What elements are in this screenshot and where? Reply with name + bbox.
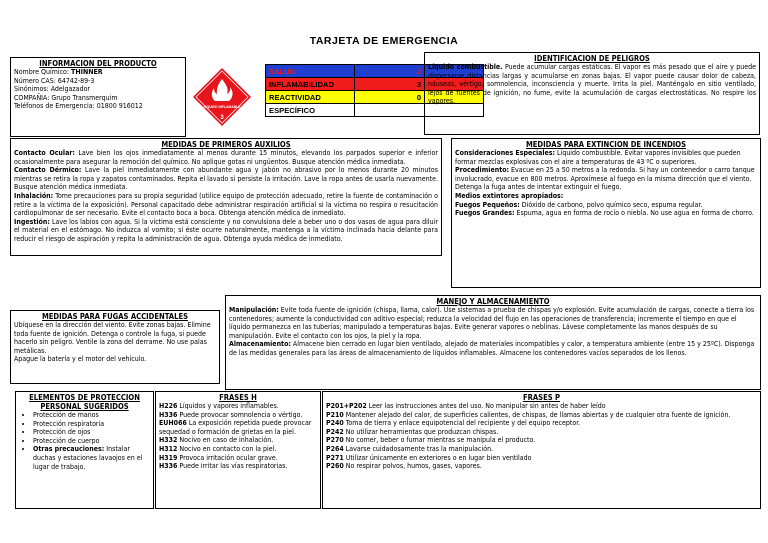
product-info-label: COMPAÑIA: (14, 93, 52, 102)
hazard-identification-heading: IDENTIFICACION DE PELIGROS (534, 54, 650, 63)
handling-storage-list (229, 306, 757, 358)
first-aid-item-label: Contacto Ocular: (14, 149, 75, 157)
p-phrase-code: P264 (326, 444, 344, 453)
first-aid-item-label: Inhalación: (14, 191, 54, 200)
fire-fighting-item-text: Espuma, agua en forma de rocío o niebla. No use agua en forma de chorro. (514, 209, 754, 218)
ppe-extra-label: Otras precauciones: (33, 445, 105, 454)
product-info-value: 64742-89-3 (57, 76, 95, 85)
h-phrase-text: La exposición repetida puede provocar sequedad o formación de grietas en la piel. (159, 419, 312, 436)
spill-measures-text-2: Apague la batería y el motor del vehículo. (14, 355, 147, 364)
handling-storage-section (225, 295, 761, 390)
fire-fighting-item-text: Líquido combustible. Evitar vapores invisibles que pueden formar mezclas explosivas con el aire a temperaturas de 43 ºC o superiores. (455, 149, 741, 166)
p-phrase-text: No utilizar herramientas que produzcan chispas. (343, 427, 499, 436)
spill-measures-section (10, 310, 220, 384)
h-phrase-text: Nocivo en caso de inhalación. (177, 436, 274, 445)
product-info-label: Sinónimos: (14, 85, 51, 94)
h-phrase-code: H226 (159, 402, 178, 410)
h-phrase-text: Provoca irritación ocular grave. (177, 453, 278, 462)
product-info-label: Número CAS: (14, 76, 58, 85)
p-phrase (326, 454, 757, 463)
ppe-extra-text: Instalar duchas y estaciones lavaojos en el lugar de trabajo. (33, 445, 143, 471)
p-phrase-text: No respirar polvos, humos, gases, vapores. (343, 462, 482, 471)
ppe-item: • Protección de cuerpo (33, 437, 150, 446)
h-phrase (159, 411, 317, 420)
p-phrase-code: P240 (326, 419, 344, 428)
flammable-liquid-logo (192, 67, 252, 127)
hazard-identification-section (424, 52, 760, 135)
fire-fighting-item-label: Medios extintores apropiados: (455, 191, 564, 200)
p-phrase (326, 428, 757, 437)
p-phrase-text: Mantener alejado del calor, de superficies calientes, de chispas, de llamas abiertas y de cualquier otra fuente de ignición. (343, 410, 731, 419)
handling-storage-item (229, 340, 757, 357)
h-phrase-text: Puede irritar las vías respiratorias. (177, 462, 288, 471)
h-phrase-code: H312 (159, 444, 178, 453)
fire-fighting-heading: MEDIDAS PARA EXTINCION DE INCENDIOS (525, 140, 687, 149)
ppe-item: • Protección de ojos (33, 428, 150, 437)
product-info-value: Adelgazador (50, 85, 91, 94)
handling-storage-item-text: Almacene bien cerrado en lugar bien ventilado, alejado de materiales incompatibles y calor, a temperatura ambiente (entre 15 y 25ºC). Disponga de las medidas generales para las áreas de almacenamiento de líquidos inflamables. Almacene los contenedores vacíos separados de los llenos. (229, 340, 755, 357)
ppe-heading: ELEMENTOS DE PROTECCION PERSONAL SUGERIDOS (29, 393, 140, 411)
ppe-item: • Protección de manos (33, 411, 150, 420)
ppe-list (19, 411, 150, 471)
p-phrases-heading: FRASES P (522, 393, 561, 402)
handling-storage-item-label: Almacenamiento: (229, 340, 291, 349)
product-info-section (10, 57, 186, 137)
fire-fighting-item-text: Evacue en 25 a 50 metros a la redonda. Si hay un contenedor o carro tanque involucrado, evacue en 800 metros. Aproxímese al fuego en la misma dirección que el viento. Detenga la fuga antes de intentar extinguir el fuego. (455, 166, 755, 192)
document-title: TARJETA DE EMERGENCIA (309, 35, 459, 47)
first-aid-item (14, 149, 438, 166)
first-aid-item-text: Tome precauciones para su propia seguridad (utilice equipo de protección adecuado, retire la fuente de contaminación o retire a la víctima de la exposición). Personal capacitado debe administrar respiración artificial si la víctima no respira o resucitación cardiopulmonar de ser necesario. Evite el contacto boca a boca. Obtenga atención médica de inmediato. (14, 191, 438, 218)
ppe-item: • Protección respiratoria (33, 420, 150, 429)
handling-storage-item-label: Manipulación: (229, 306, 279, 314)
fire-fighting-item (455, 209, 757, 218)
p-phrase (326, 419, 757, 428)
p-phrase-code: P201+P202 (326, 402, 367, 410)
p-phrase (326, 402, 757, 411)
p-phrase (326, 411, 757, 420)
product-info-lines (14, 68, 182, 111)
first-aid-section (10, 138, 442, 256)
ppe-item-extra (33, 445, 150, 471)
p-phrase-code: P270 (326, 436, 344, 445)
hazard-label: SALUD (266, 65, 355, 78)
first-aid-list (14, 149, 438, 244)
h-phrase-code: H336 (159, 410, 178, 419)
hazard-label: ESPECÍFICO (266, 104, 355, 117)
p-phrase-text: Lavarse cuidadosamente tras la manipulación. (343, 444, 494, 453)
ppe-section (15, 391, 154, 509)
h-phrase (159, 445, 317, 454)
product-info-value: THINNER (71, 68, 103, 76)
spill-measures-heading: MEDIDAS PARA FUGAS ACCIDENTALES (41, 312, 189, 321)
fire-fighting-item (455, 192, 757, 201)
fire-fighting-item-label: Procedimiento: (455, 166, 510, 175)
h-phrase-text: Nocivo en contacto con la piel. (177, 444, 277, 453)
h-phrases-section (155, 391, 321, 509)
hazard-label: REACTIVIDAD (266, 91, 355, 104)
p-phrases-list (326, 402, 757, 471)
first-aid-item-text: Lave bien los ojos inmediatamente al menos durante 15 minutos, elevando los parpados superior e inferior ocasionalmente para asegurar la remoción del químico. No aplique gotas ni ungüentos. Busque atención médica inmediata. (14, 149, 438, 166)
h-phrase-text: Puede provocar somnolencia o vértigo. (177, 410, 303, 419)
p-phrases-section (322, 391, 761, 509)
p-phrase-text: Toma de tierra y enlace equipotencial del recipiente y del equipo receptor. (343, 419, 581, 428)
p-phrase (326, 436, 757, 445)
first-aid-item (14, 192, 438, 218)
first-aid-item (14, 218, 438, 244)
product-info-label: Teléfonos de Emergencia: (14, 102, 97, 111)
h-phrase-code: EUH066 (159, 419, 187, 428)
product-info-line (14, 85, 182, 94)
product-info-line (14, 77, 182, 86)
fire-fighting-item (455, 166, 757, 192)
h-phrases-heading: FRASES H (219, 393, 257, 402)
hazard-value: 3 (355, 78, 484, 91)
product-info-line (14, 102, 182, 111)
handling-storage-heading: MANEJO Y ALMACENAMIENTO (436, 297, 550, 306)
first-aid-item-text: Lave los labios con agua. Si la víctima está consciente y no convulsiona dele a beber uno o dos vasos de agua para diluir el material en el estómago. No induzca al vomito; si éste ocurre naturalmente, mantenga a la víctima inclinada hacia delante para reducir el riesgo de aspiración y repita la administración de agua. Obtenga ayuda médica de inmediato. (14, 217, 438, 243)
h-phrase-code: H336 (159, 462, 178, 471)
fire-fighting-list (455, 149, 757, 218)
first-aid-item-text: Lave la piel inmediatamente con abundante agua y jabón no abrasivo por lo menos durante 20 minutos mientras se retira la ropa y zapatos contaminados. Repita el lavado si persiste la irritación. Lave la ropa antes de usarla nuevamente. Busque atención médica inmediata. (14, 166, 438, 192)
fire-fighting-item-text: Dióxido de carbono, polvo químico seco, espuma regular. (519, 200, 703, 209)
hazard-label: INFLAMABILIDAD (266, 78, 355, 91)
hazard-value: 0 (355, 91, 484, 104)
fire-fighting-item-label: Consideraciones Especiales: (455, 149, 556, 157)
first-aid-heading: MEDIDAS DE PRIMEROS AUXILIOS (161, 140, 291, 149)
logo-number: 3 (220, 115, 224, 121)
product-info-value: Grupo Transmerquim (51, 93, 118, 102)
p-phrase-text: No comer, beber o fumar mientras se manipula el producto. (343, 436, 536, 445)
p-phrase-text: Utilizar únicamente en exteriores o en lugar bien ventilado (343, 453, 532, 462)
h-phrase (159, 454, 317, 463)
h-phrase (159, 436, 317, 445)
h-phrase (159, 419, 317, 436)
h-phrase-code: H332 (159, 436, 178, 445)
p-phrase-code: P242 (326, 427, 344, 436)
product-info-line (14, 94, 182, 103)
p-phrase-text: Leer las instrucciones antes del uso. No manipular sin antes de haber leído (366, 402, 606, 410)
product-info-value: 01800 916012 (96, 102, 143, 111)
product-info-heading: INFORMACION DEL PRODUCTO (39, 59, 157, 68)
flammable-diamond-icon (192, 67, 252, 127)
p-phrase-code: P210 (326, 410, 344, 419)
product-info-line (14, 68, 182, 77)
p-phrase (326, 445, 757, 454)
first-aid-item-label: Contacto Dérmico: (14, 166, 82, 175)
h-phrase-code: H319 (159, 453, 178, 462)
spill-measures-text: Ubíquese en la dirección del viento. Evite zonas bajas. Elimine toda fuente de ignición. Detenga o controle la fuga, si puede hacerlo sin peligro. Ventile la zona del derrame. No use palas metálicas. (14, 321, 211, 355)
p-phrase-code: P271 (326, 453, 344, 462)
hazard-identification-text: Líquido combustible. Puede acumular cargas estáticas. El vapor es más pesado que el aire y puede dispersarse distancias largas y acumularse en zonas bajas. El vapor puede causar dolor de cabeza, náuseas, vértigo, somnolencia, inconsciencia y muerte. Irrita la piel. Manténgalo en sitio ventilado, lejos de fuentes de ignición, no fume, evite la acumulación de cargas electrostáticas. No respire los vapores. (428, 63, 756, 106)
h-phrase (159, 462, 317, 471)
h-phrases-list (159, 402, 317, 471)
hazard-value: 2 (355, 65, 484, 78)
p-phrase (326, 462, 757, 471)
fire-fighting-item-label: Fuegos Grandes: (455, 209, 515, 218)
handling-storage-item-text: Evite toda fuente de ignición (chispa, llama, calor). Use sistemas a prueba de chispas y/o explosión. Evite acumulación de cargas, conecte a tierra los contenedores; aumente la conductividad con aditivo especial; reduzca la velocidad del flujo en las operaciones de transferencia; incremente el tiempo en que el líquido permanezca en las tuberías; manipulado a temperaturas bajas. Evite generar vapores o neblinas. Lávese completamente las manos después de su manipulación. Evite el contacto con los ojos, la piel y la ropa. (229, 306, 755, 340)
product-info-label: Nombre Químico: (14, 68, 72, 76)
p-phrase-code: P260 (326, 462, 344, 471)
fire-fighting-item (455, 201, 757, 210)
handling-storage-item (229, 306, 757, 340)
fire-fighting-item (455, 149, 757, 166)
fire-fighting-item-label: Fuegos Pequeños: (455, 200, 520, 209)
fire-fighting-section (451, 138, 761, 288)
first-aid-item (14, 166, 438, 192)
first-aid-item-label: Ingestión: (14, 217, 50, 226)
h-phrase-text: Líquidos y vapores inflamables. (177, 402, 279, 410)
logo-text: LIQUIDO INFLAMABLE (203, 105, 241, 109)
h-phrase (159, 402, 317, 411)
